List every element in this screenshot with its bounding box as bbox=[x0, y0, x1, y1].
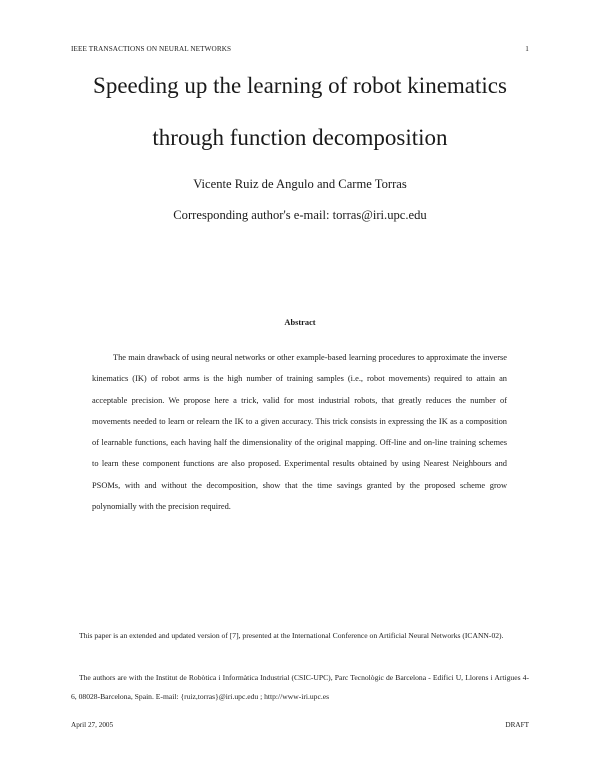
author-list: Vicente Ruiz de Angulo and Carme Torras bbox=[193, 177, 407, 191]
footer-date: April 27, 2005 bbox=[71, 721, 114, 729]
corresponding-author-email: Corresponding author's e-mail: torras@iri.upc.edu bbox=[173, 208, 427, 222]
paper-title-line-1: Speeding up the learning of robot kinematics bbox=[93, 73, 507, 98]
footnote-extended-version: This paper is an extended and updated version of [7], presented at the International Conference on Artificial Neural Networks (ICANN-02). bbox=[79, 631, 504, 640]
running-header-page-number: 1 bbox=[525, 45, 529, 53]
abstract-heading: Abstract bbox=[284, 318, 316, 327]
running-header-journal: IEEE TRANSACTIONS ON NEURAL NETWORKS bbox=[71, 45, 232, 53]
footnote-affiliation: The authors are with the Institut de Robòtica i Informàtica Industrial (CSIC-UPC), Parc Tecnològic de Barcelona - Edifici U, Llorens i Artigues 4-6, 08028-Barcelona, Spain. E-mail: {ruiz,torras}@iri.upc.edu ; http://www-iri.upc.es bbox=[71, 673, 529, 702]
paper-title-line-2: through function decomposition bbox=[152, 125, 448, 150]
footer-draft-label: DRAFT bbox=[505, 721, 529, 729]
abstract-body: The main drawback of using neural networks or other example-based learning procedures to approximate the inverse kinematics (IK) of robot arms is the high number of training samples (i.e., robot movements) required to attain an acceptable precision. We propose here a trick, valid for most industrial robots, that greatly reduces the number of movements needed to learn or relearn the IK to a given accuracy. This trick consists in expressing the IK as a composition of learnable functions, each having half the dimensionality of the original mapping. Off-line and on-line training schemes to learn these component functions are also proposed. Experimental results obtained by using Nearest Neighbours and PSOMs, with and without the decomposition, show that the time savings granted by the proposed scheme grow polynomially with the precision required. bbox=[92, 353, 507, 512]
